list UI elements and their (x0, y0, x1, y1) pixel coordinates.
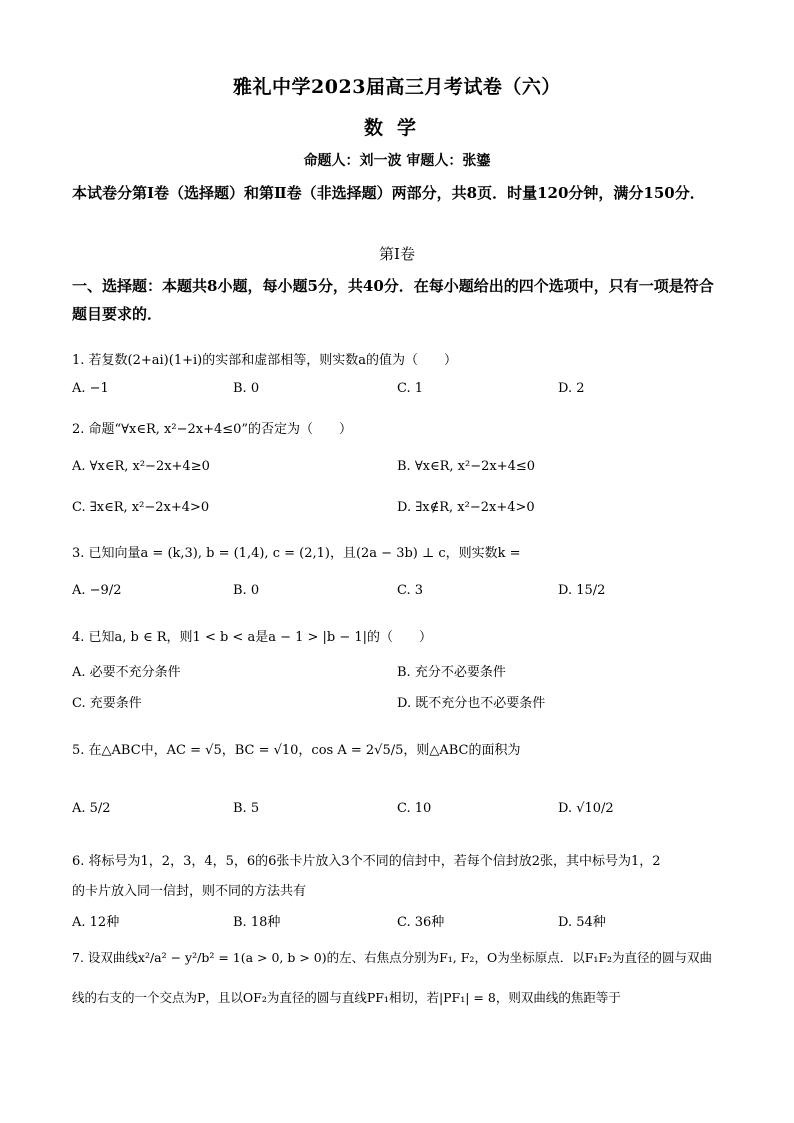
question-2-option-a: A. ∀x∈R, x²−2x+4≥0 (72, 459, 210, 474)
question-1-option-a: A. −1 (72, 381, 109, 396)
question-4-option-d: D. 既不充分也不必要条件 (397, 696, 546, 711)
question-1-option-b: B. 0 (233, 381, 260, 396)
question-6-option-d: D. 54种 (558, 915, 606, 930)
question-5-stem: 5. 在△ABC中，AC = √5，BC = √10，cos A = 2√5/5，则△ABC的面积为 (72, 743, 521, 758)
question-7-stem-line-1: 7. 设双曲线x²/a² − y²/b² = 1(a > 0, b > 0)的左、右焦点分别为F₁, F₂，O为坐标原点．以F₁F₂为直径的圆与双曲 (72, 950, 713, 965)
question-5-option-c: C. 10 (397, 801, 432, 816)
question-6-option-b: B. 18种 (233, 915, 281, 930)
question-1-stem: 1. 若复数(2+ai)(1+i)的实部和虚部相等，则实数a的值为（ ） (72, 353, 457, 368)
exam-title: 雅礼中学2023届高三月考试卷（六） (233, 76, 561, 98)
question-2-option-c: C. ∃x∈R, x²−2x+4>0 (72, 500, 210, 515)
question-2-stem: 2. 命题“∀x∈R, x²−2x+4≤0”的否定为（ ） (72, 422, 353, 437)
section-heading: 一、选择题：本题共8小题，每小题5分，共40分．在每小题给出的四个选项中，只有一项是符合题目要求的． (72, 277, 714, 323)
question-3-option-c: C. 3 (397, 583, 424, 598)
volume-heading: 第Ⅰ卷 (379, 245, 415, 263)
exam-intro: 本试卷分第Ⅰ卷（选择题）和第Ⅱ卷（非选择题）两部分，共8页．时量120分钟，满分150分． (72, 184, 705, 202)
question-4-option-a: A. 必要不充分条件 (72, 665, 181, 680)
question-3-stem: 3. 已知向量a = (k,3), b = (1,4), c = (2,1)，且(2a − 3b) ⊥ c，则实数k = (72, 546, 521, 561)
question-2-option-b: B. ∀x∈R, x²−2x+4≤0 (397, 459, 536, 474)
question-4-option-c: C. 充要条件 (72, 696, 142, 711)
exam-subject: 数学 (363, 117, 430, 139)
question-3-option-b: B. 0 (233, 583, 260, 598)
question-5-option-d: D. √10/2 (558, 801, 614, 816)
question-1-option-d: D. 2 (558, 381, 585, 396)
question-4-option-b: B. 充分不必要条件 (397, 665, 506, 680)
exam-authors: 命题人：刘一波 审题人：张鎏 (303, 153, 491, 169)
question-1-option-c: C. 1 (397, 381, 424, 396)
question-5-option-b: B. 5 (233, 801, 260, 816)
question-2-option-d: D. ∃x∉R, x²−2x+4>0 (397, 500, 535, 515)
question-4-stem: 4. 已知a, b ∈ R，则1 < b < a是a − 1 > |b − 1|的（ ） (72, 630, 433, 645)
question-7-stem-line-2: 线的右支的一个交点为P，且以OF₂为直径的圆与直线PF₁相切，若|PF₁| = 8，则双曲线的焦距等于 (72, 990, 621, 1005)
question-3-option-a: A. −9/2 (72, 583, 122, 598)
question-6-option-c: C. 36种 (397, 915, 445, 930)
question-5-option-a: A. 5/2 (72, 801, 111, 816)
question-6-stem-line-1: 6. 将标号为1，2，3，4，5，6的6张卡片放入3个不同的信封中，若每个信封放2张，其中标号为1，2 (72, 854, 661, 869)
question-6-option-a: A. 12种 (72, 915, 120, 930)
question-3-option-d: D. 15/2 (558, 583, 606, 598)
question-6-stem-line-2: 的卡片放入同一信封，则不同的方法共有 (72, 884, 307, 899)
